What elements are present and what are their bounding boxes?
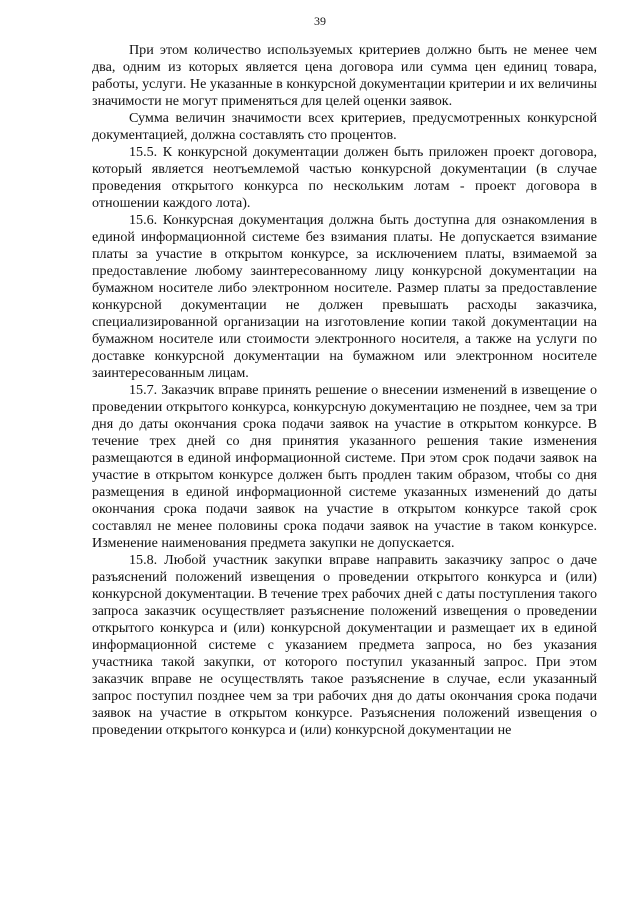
paragraph-15-7: 15.7. Заказчик вправе принять решение о внесении изменений в извещение о проведении открытого конкурса, конкурсную документацию не позднее, чем за три дня до даты окончания срока подачи заявок на участие в открытом конкурсе. В течение трех дней со дня принятия указанного решения такие изменения размещаются в единой информационной системе. При этом срок подачи заявок на участие в открытом конкурсе должен быть продлен таким образом, чтобы со дня размещения в единой информационной системе указанных изменений до даты окончания срока подачи заявок на участие в открытом конкурсе такой срок составлял не менее половины срока подачи заявок на участие в таком конкурсе. Изменение наименования предмета закупки не допускается. (92, 382, 597, 551)
paragraph-criteria-weight-sum: Сумма величин значимости всех критериев, предусмотренных конкурсной документацией, должна составлять сто процентов. (92, 110, 597, 143)
paragraph-15-8: 15.8. Любой участник закупки вправе направить заказчику запрос о даче разъяснений положений извещения о проведении открытого конкурса и (или) конкурсной документации. В течение трех рабочих дней с даты поступления такого запроса заказчик осуществляет разъяснение положений извещения о проведении открытого конкурса и (или) конкурсной документации и размещает их в единой информационной системе с указанием предмета запроса, но без указания участника такой закупки, от которого поступил указанный запрос. При этом заказчик вправе не осуществлять такое разъяснение в случае, если указанный запрос поступил позднее чем за три рабочих дня до даты окончания срока подачи заявок на участие в открытом конкурсе. Разъяснения положений извещения о проведении открытого конкурса и (или) конкурсной документации не (92, 552, 597, 738)
page-number: 39 (314, 14, 326, 28)
paragraph-criteria-count: При этом количество используемых критериев должно быть не менее чем два, одним из которых является цена договора или сумма цен единиц товара, работы, услуги. Не указанные в конкурсной документации критерии и их величины значимости не могут применяться для целей оценки заявок. (92, 42, 597, 109)
paragraph-15-5: 15.5. К конкурсной документации должен быть приложен проект договора, который является неотъемлемой частью конкурсной документации (в случае проведения открытого конкурса по нескольким лотам - проект договора в отношении каждого лота). (92, 144, 597, 211)
document-body (92, 42, 597, 739)
paragraph-15-6: 15.6. Конкурсная документация должна быть доступна для ознакомления в единой информационной системе без взимания платы. Не допускается взимание платы за участие в открытом конкурсе, за исключением платы, взимаемой за предоставление любому заинтересованному лицу конкурсной документации на бумажном носителе либо электронном носителе. Размер платы за предоставление конкурсной документации не должен превышать расходы заказчика, специализированной организации на изготовление копии такой документации на бумажном носителе или стоимости электронного носителя, а также на услуги по доставке конкурсной документации на бумажном или электронном носителе заинтересованным лицам. (92, 212, 597, 381)
